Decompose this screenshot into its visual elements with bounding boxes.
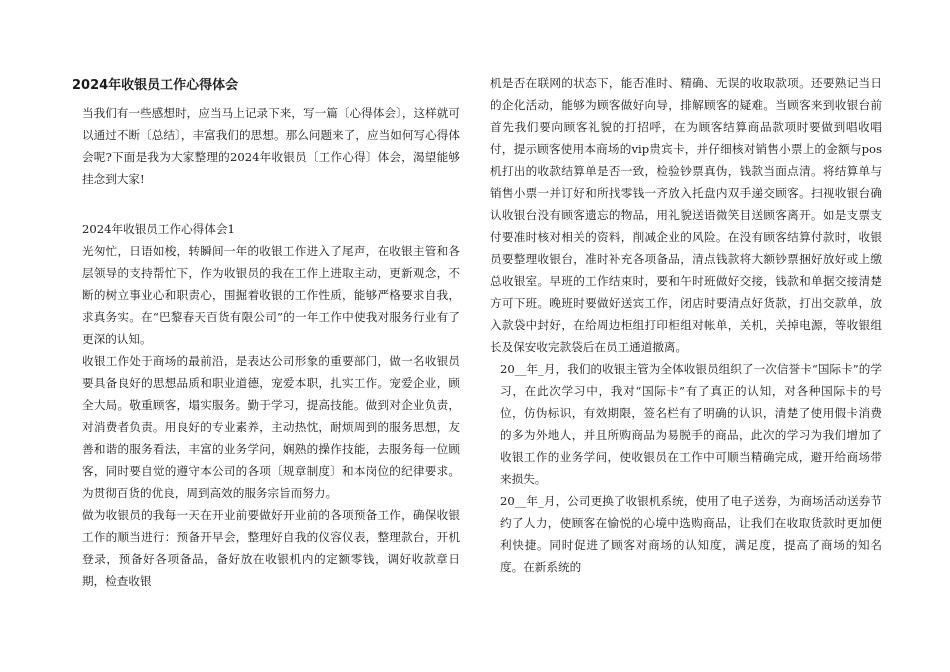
body-paragraph: 20__年_月，我们的收银主管为全体收银员组织了一次信誉卡“国际卡”的学习，在此次学习中，我对“国际卡”有了真正的认知，对各种国际卡的号位，仿伪标识，有效期限，签名栏有了明确的认识，清楚了使用假卡消费的多为外地人，并且所购商品为易脱手的商品，此次的学习为我们增加了收银工作的业务学问，使收银员在工作中可顺当精确完成，避开给商场带来损失。 [500,362,882,486]
section-spacer [72,190,460,218]
document-title: 2024年收银员工作心得体会 [72,78,239,93]
section-heading: 2024年收银员工作心得体会1 [82,222,235,236]
left-column [72,72,460,592]
body-paragraph: 收银工作处于商场的最前沿，是表达公司形象的重要部门，做一名收银员要具备良好的思想品质和职业道德，宠爱本职，扎实工作。宠爱企业，顾全大局。敬重顾客，塌实服务。勤于学习，提高技能。做到对企业负责，对消费者负责。用良好的专业素养，主动热忱，耐烦周到的服务思想，友善和谐的服务看法，丰富的业务学问，娴熟的操作技能，去服务每一位顾客，同时要自觉的遵守本公司的各项〔规章制度〕和本岗位的纪律要求。为贯彻百货的优良，周到高效的服务宗旨而努力。 [82,354,460,500]
right-column [490,72,882,578]
body-paragraph: 机是否在联网的状态下，能否准时、精确、无误的收取款项。还要熟记当日的企化活动，能够为顾客做好向导，排解顾客的疑难。当顾客来到收银台前首先我们要向顾客礼貌的打招呼，在为顾客结算商品款项时要做到唱收唱付，提示顾客使用本商场的vip贵宾卡，并仔细核对销售小票上的金额与pos机打出的收款结算单是否一致，检验钞票真伪，钱款当面点清。将结算单与销售小票一并订好和所找零钱一齐放入托盘内双手递交顾客。扫视收银台确认收银台没有顾客遗忘的物品，用礼貌送语微笑目送顾客离开。如是支票支付要准时核对相关的资料，削减企业的风险。在没有顾客结算付款时，收银员要整理收银台，准时补充各项备品，清点钱款将大额钞票捆好放好或上缴总收银室。早班的工作结束时，要和午时班做好交接，钱款和单据交接清楚方可下班。晚班时要做好送宾工作，闭店时要清点好货款，打出交款单，放入款袋中封好，在给周边柜组打印柜组对帐单，关机，关掉电源，等收银组长及保安收完款袋后在员工通道撤离。 [490,76,882,354]
intro-paragraph: 当我们有一些感想时，应当马上记录下来，写一篇〔心得体会〕，这样就可以通过不断〔总结〕，丰富我们的思想。那么问题来了，应当如何写心得体会呢?下面是我为大家整理的2024年收银员〔工作心得〕体会，渴望能够挂念到大家! [82,106,460,186]
body-paragraph: 做为收银员的我每一天在开业前要做好开业前的各项预备工作，确保收银工作的顺当进行：预备开早会，整理好自我的仪容仪表，整理款台，开机登录，预备好各项备品，备好放在收银机内的定额零钱，调好收款章日期，检查收银 [82,508,460,588]
body-paragraph: 光匆忙，日语如梭，转瞬间一年的收银工作进入了尾声，在收银主管和各层领导的支持帮忙下，作为收银员的我在工作上进取主动，更新观念，不断的树立事业心和职责心，围掘着收银的工作性质，能够严格要求自我，求真务实。在“巴黎春天百货有限公司”的一年工作中使我对服务行业有了更深的认知。 [82,244,460,346]
body-paragraph: 20__年_月，公司更换了收银机系统，使用了电子送券，为商场活动送券节约了人力，使顾客在愉悦的心境中选购商品，让我们在收取货款时更加便利快捷。同时促进了顾客对商场的认知度，满足度，提高了商场的知名度。在新系统的 [500,494,882,574]
